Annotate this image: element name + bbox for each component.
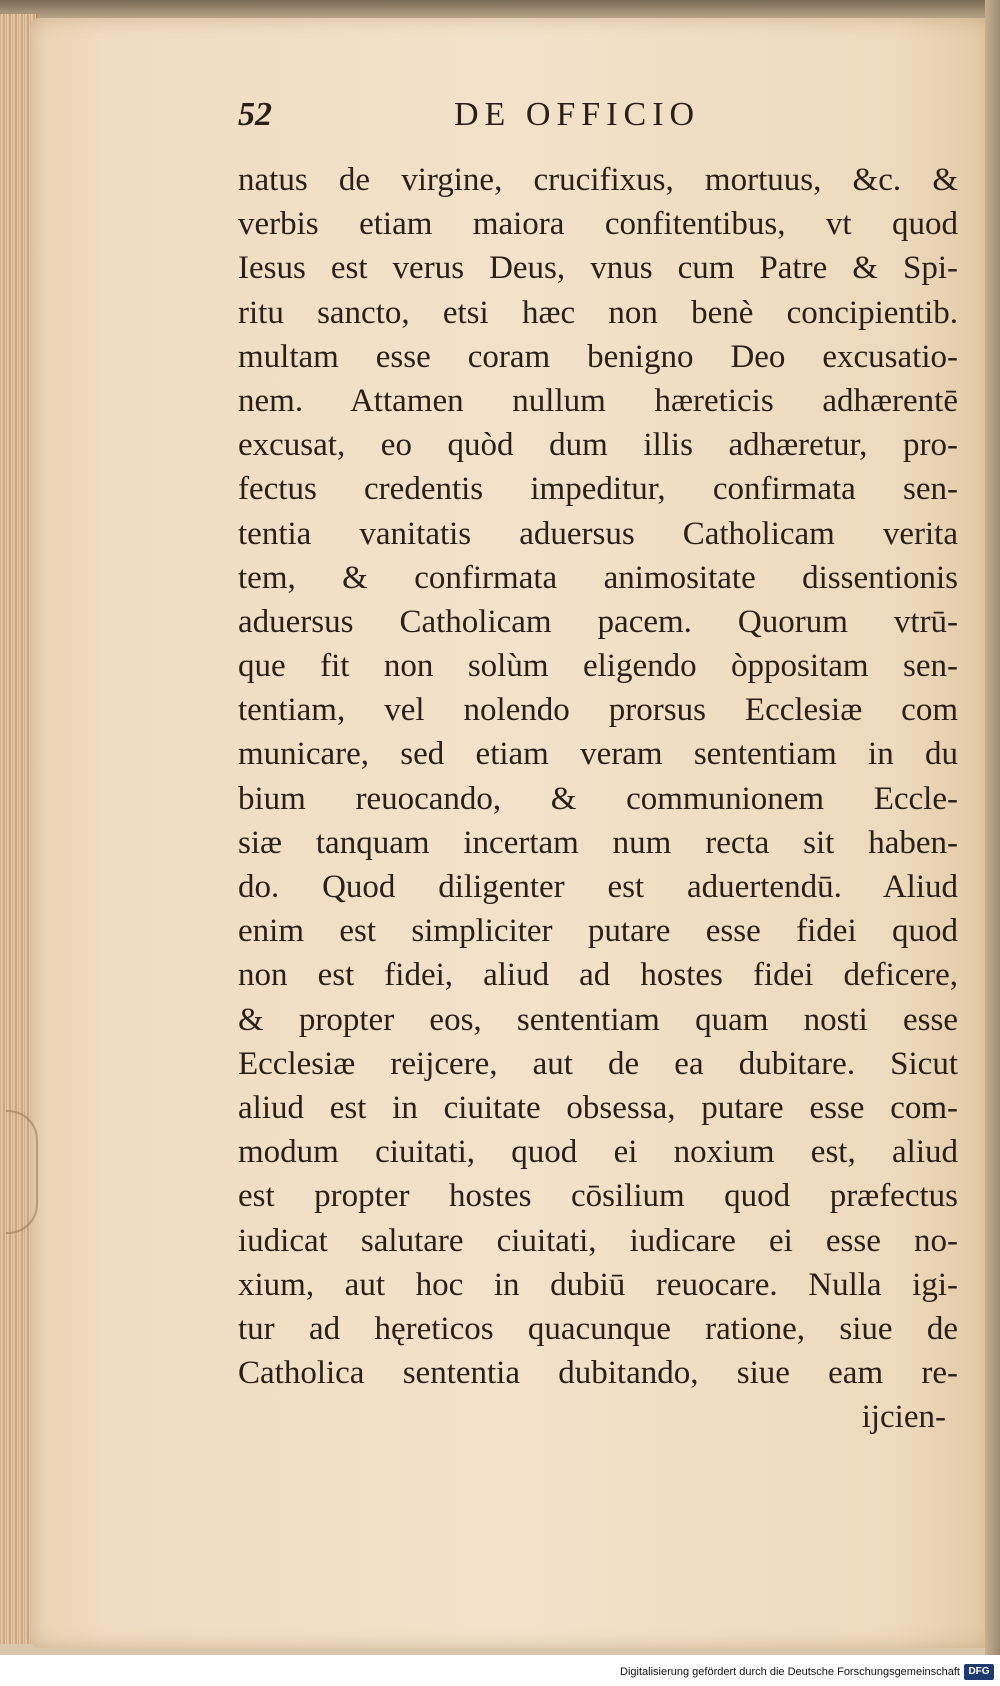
page-number: 52 [238,96,272,133]
text-line: non est fidei, aliud ad hostes fidei deficere, [238,957,958,994]
text-line: fectus credentis impeditur, confirmata sen- [238,471,958,508]
text-line: aduersus Catholicam pacem. Quorum vtrū- [238,603,958,640]
body-text [238,158,958,1439]
text-line: verbis etiam maiora confitentibus, vt quod [238,206,958,243]
text-line: nem. Attamen nullum hæreticis adhærentē [238,382,958,419]
text-line: modum ciuitati, quod ei noxium est, aliud [238,1134,958,1171]
text-line: tentia vanitatis aduersus Catholicam verita [238,515,958,552]
clasp-mark [6,1110,38,1234]
book-top-edge [0,0,1000,18]
text-line: tem, & confirmata animositate dissentionis [238,559,958,596]
running-head: DE OFFICIO [454,96,701,133]
text-line: municare, sed etiam veram sententiam in du [238,736,958,773]
text-line: tur ad hęreticos quacunque ratione, siue de [238,1310,958,1347]
funding-credit: Digitalisierung gefördert durch die Deutsche Forschungsgemeinschaft [620,1666,960,1678]
text-line: ritu sancto, etsi hæc non benè concipientib. [238,294,958,331]
text-line: multam esse coram benigno Deo excusatio- [238,338,958,375]
text-line: & propter eos, sententiam quam nosti esse [238,1001,958,1038]
text-line: excusat, eo quòd dum illis adhæretur, pro- [238,427,958,464]
catchword: ijcien- [861,1399,946,1436]
text-line: do. Quod diligenter est aduertendū. Aliud [238,869,958,905]
text-line: iudicat salutare ciuitati, iudicare ei esse no- [238,1222,958,1259]
text-line: Iesus est verus Deus, vnus cum Patre & Spi- [238,250,958,287]
text-line: aliud est in ciuitate obsessa, putare esse com- [238,1089,958,1126]
text-line: siæ tanquam incertam num recta sit haben- [238,824,958,861]
text-line: que fit non solùm eligendo òppositam sen- [238,648,958,685]
text-line: Ecclesiæ reijcere, aut de ea dubitare. Sicut [238,1045,958,1082]
page-header [238,96,938,156]
text-line: enim est simpliciter putare esse fidei quod [238,913,958,950]
text-line: bium reuocando, & communionem Eccle- [238,780,958,817]
book-right-edge [985,0,1000,1655]
text-line: est propter hostes cōsilium quod præfectus [238,1178,958,1215]
text-line: natus de virgine, crucifixus, mortuus, &c. & [238,162,958,198]
text-line: Catholica sententia dubitando, siue eam re- [238,1355,958,1392]
text-line: xium, aut hoc in dubiū reuocare. Nulla igi- [238,1266,958,1303]
text-line: tentiam, vel nolendo prorsus Ecclesiæ com [238,692,958,729]
dfg-logo-icon: DFG [964,1664,994,1680]
digitization-footer [0,1662,1000,1686]
